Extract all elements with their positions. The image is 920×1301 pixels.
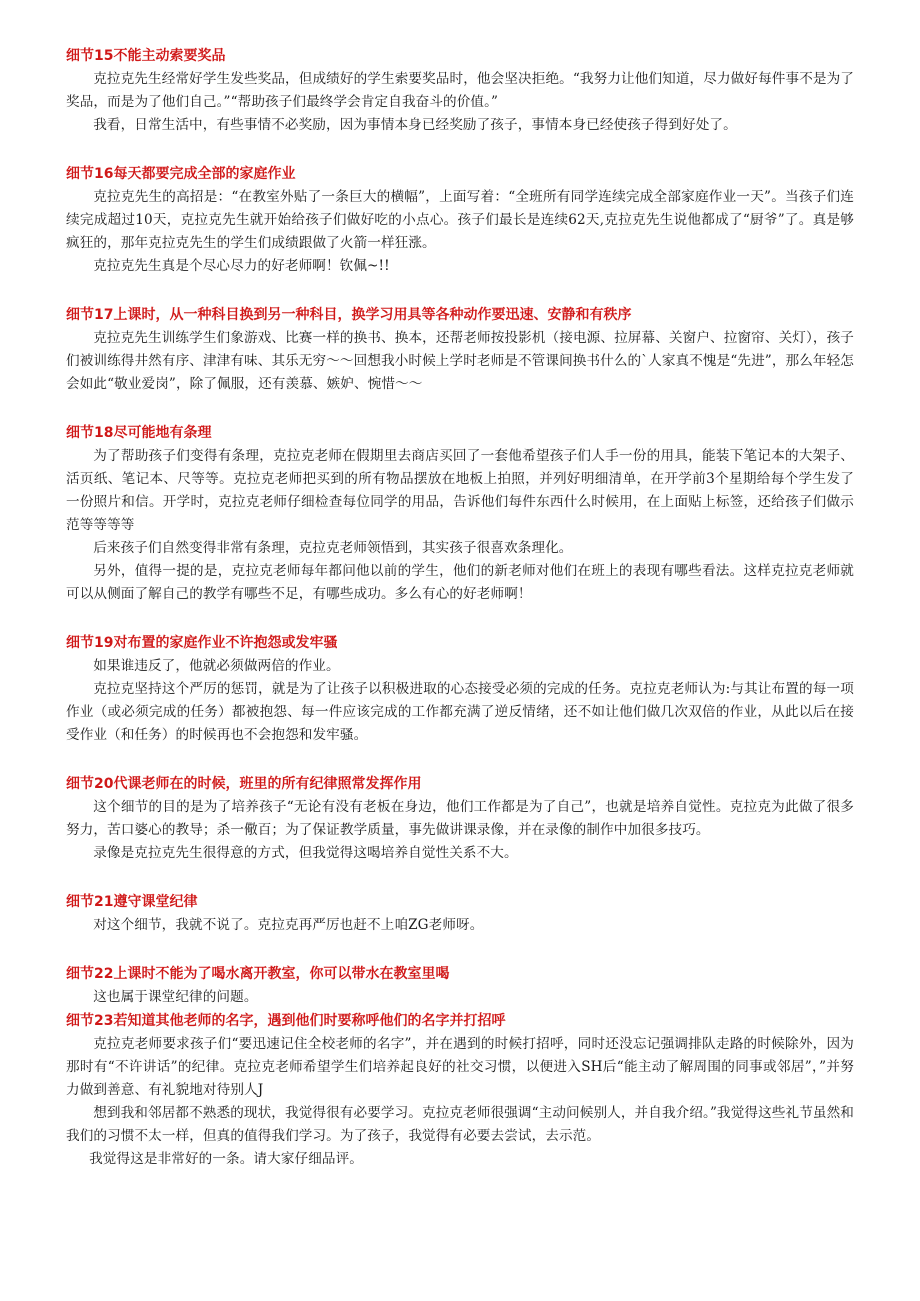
- section-heading: 细节18尽可能地有条理: [66, 425, 212, 441]
- paragraph: 另外，值得一提的是，克拉克老师每年都问他以前的学生，他们的新老师对他们在班上的表现有哪些看法。这样克拉克老师就可以从侧面了解自己的教学有哪些不足，有哪些成功。多么有心的好老师啊！: [66, 563, 854, 602]
- section-heading: 细节21遵守课堂纪律: [66, 894, 198, 910]
- paragraph: 克拉克老师要求孩子们“要迅速记住全校老师的名字”，并在遇到的时候打招呼，同时还没忘记强调排队走路的时候除外，因为那时有“不许讲话”的纪律。克拉克老师希望学生们培养起良好的社交习惯，以便进入SH后“能主动了解周围的同事或邻居”，”并努力做到善意、有礼貌地对待别人J: [66, 1036, 854, 1098]
- section-detail-21: [66, 890, 854, 937]
- paragraph: 克拉克先生的高招是：“在教室外贴了一条巨大的横幅”，上面写着：“全班所有同学连续完成全部家庭作业一天”。当孩子们连续完成超过10天，克拉克先生就开始给孩子们做好吃的小点心。孩子们最长是连续62天,克拉克先生说他都成了“厨爷”了。真是够疯狂的，那年克拉克先生的学生们成绩跟做了火箭一样狂涨。: [66, 189, 854, 251]
- section-detail-22: [66, 962, 854, 1009]
- section-detail-19: [66, 631, 854, 747]
- paragraph: 对这个细节，我就不说了。克拉克再严厉也赶不上咱ZG老师呀。: [93, 917, 484, 933]
- paragraph: 我觉得这是非常好的一条。请大家仔细品评。: [89, 1151, 363, 1167]
- section-heading: 细节15不能主动索要奖品: [66, 48, 226, 64]
- paragraph: 克拉克先生经常好学生发些奖品，但成绩好的学生索要奖品时，他会坚决拒绝。“我努力让他们知道，尽力做好每件事不是为了奖品，而是为了他们自己。”“帮助孩子们最终学会肯定自我奋斗的价值。”: [66, 71, 854, 110]
- section-detail-18: [66, 421, 854, 606]
- paragraph: 这个细节的目的是为了培养孩子“无论有没有老板在身边，他们工作都是为了自己”，也就是培养自觉性。克拉克为此做了很多努力，苦口婆心的教导；杀一儆百；为了保证教学质量，事先做讲课录像，并在录像的制作中加很多技巧。: [66, 799, 854, 838]
- section-heading: 细节22上课时不能为了喝水离开教室，你可以带水在教室里喝: [66, 966, 450, 982]
- section-heading: 细节16每天都要完成全部的家庭作业: [66, 166, 296, 182]
- section-detail-15: [66, 44, 854, 137]
- section-heading: 细节23若知道其他老师的名字，遇到他们时要称呼他们的名字并打招呼: [66, 1013, 506, 1029]
- section-detail-17: [66, 303, 854, 396]
- paragraph: 这也属于课堂纪律的问题。: [93, 989, 258, 1005]
- section-detail-20: [66, 772, 854, 865]
- section-heading: 细节19对布置的家庭作业不许抱怨或发牢骚: [66, 635, 338, 651]
- paragraph: 为了帮助孩子们变得有条理，克拉克老师在假期里去商店买回了一套他希望孩子们人手一份的用具，能装下笔记本的大架子、活页纸、笔记本、尺等等。克拉克老师把买到的所有物品摆放在地板上拍照，并列好明细清单，在开学前3个星期给每个学生发了一份照片和信。开学时，克拉克老师仔细检查每位同学的用品，告诉他们每件东西什么时候用，在上面贴上标签，还给孩子们做示范等等等等: [66, 448, 854, 533]
- paragraph: 克拉克坚持这个严厉的惩罚，就是为了让孩子以积极进取的心态接受必须的完成的任务。克拉克老师认为:与其让布置的每一项作业（或必须完成的任务）都被抱怨、每一件应该完成的工作都充满了逆反情绪，还不如让他们做几次双倍的作业，从此以后在接受作业（和任务）的时候再也不会抱怨和发牢骚。: [66, 681, 854, 743]
- section-detail-16: [66, 162, 854, 278]
- paragraph: 克拉克先生真是个尽心尽力的好老师啊！钦佩~!!: [93, 258, 390, 274]
- paragraph: 录像是克拉克先生很得意的方式，但我觉得这喝培养自觉性关系不大。: [93, 845, 518, 861]
- paragraph: 克拉克先生训练学生们象游戏、比赛一样的换书、换本，还帮老师按投影机（接电源、拉屏幕、关窗户、拉窗帘、关灯），孩子们被训练得井然有序、津津有味、其乐无穷～～回想我小时候上学时老师是不管课间换书什么的`人家真不愧是“先进”，那么年轻怎会如此“敬业爱岗”，除了佩服，还有羡慕、嫉妒、惋惜～～: [66, 330, 854, 392]
- paragraph: 如果谁违反了，他就必须做两倍的作业。: [93, 658, 340, 674]
- paragraph: 想到我和邻居都不熟悉的现状，我觉得很有必要学习。克拉克老师很强调“主动问候别人，并自我介绍。”我觉得这些礼节虽然和我们的习惯不太一样，但真的值得我们学习。为了孩子，我觉得有必要去尝试，去示范。: [66, 1105, 854, 1144]
- section-heading: 细节17上课时，从一种科目换到另一种科目，换学习用具等各种动作要迅速、安静和有秩序: [66, 307, 632, 323]
- section-heading: 细节20代课老师在的时候，班里的所有纪律照常发挥作用: [66, 776, 422, 792]
- paragraph: 我看，日常生活中，有些事情不必奖励，因为事情本身已经奖励了孩子，事情本身已经使孩子得到好处了。: [93, 117, 737, 133]
- section-detail-23: [66, 1009, 854, 1171]
- paragraph: 后来孩子们自然变得非常有条理，克拉克老师领悟到，其实孩子很喜欢条理化。: [93, 540, 573, 556]
